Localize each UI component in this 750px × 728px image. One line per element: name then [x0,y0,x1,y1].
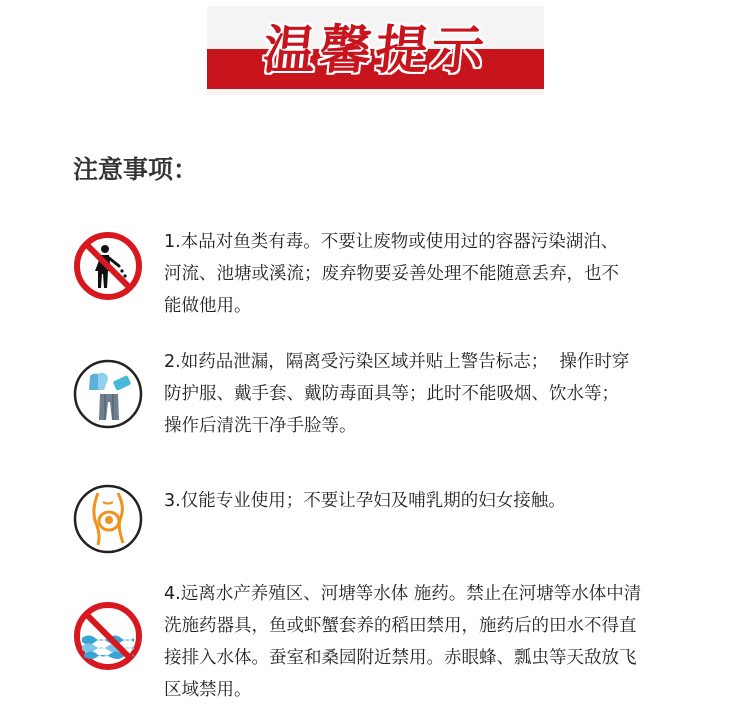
notice-text-4: 4.远离水产养殖区、河塘等水体 施药。禁止在河塘等水体中清 洗施药器具，鱼或虾蟹套养的稻田禁用，施药后的田水不得直 接排入水体。蚕室和桑园附近禁用。赤眼蜂、瓢虫等天敌放飞 区域禁用。 [164,584,642,700]
notice-text-1: 1.本品对鱼类有毒。不要让废物或使用过的容器污染湖泊、 河流、池塘或溪流；废弃物要妥善处理不能随意丢弃，也不 能做他用。 [164,232,619,316]
no-littering-icon [72,230,144,302]
pregnant-woman-icon [72,483,144,555]
protective-gear-icon [72,358,144,430]
banner-title: 温馨提示 [260,20,491,81]
notice-text-3: 3.仅能专业使用；不要让孕妇及哺乳期的妇女接触。 [164,491,566,511]
notice-text-2: 2.如药品泄漏，隔离受污染区域并贴上警告标志； 操作时穿 防护服、戴手套、戴防毒面具等；此时不能吸烟、饮水等； 操作后清洗干净手脸等。 [164,352,630,436]
section-heading: 注意事项： [73,155,199,184]
no-water-icon [72,600,144,672]
warm-tips-banner [207,6,544,95]
